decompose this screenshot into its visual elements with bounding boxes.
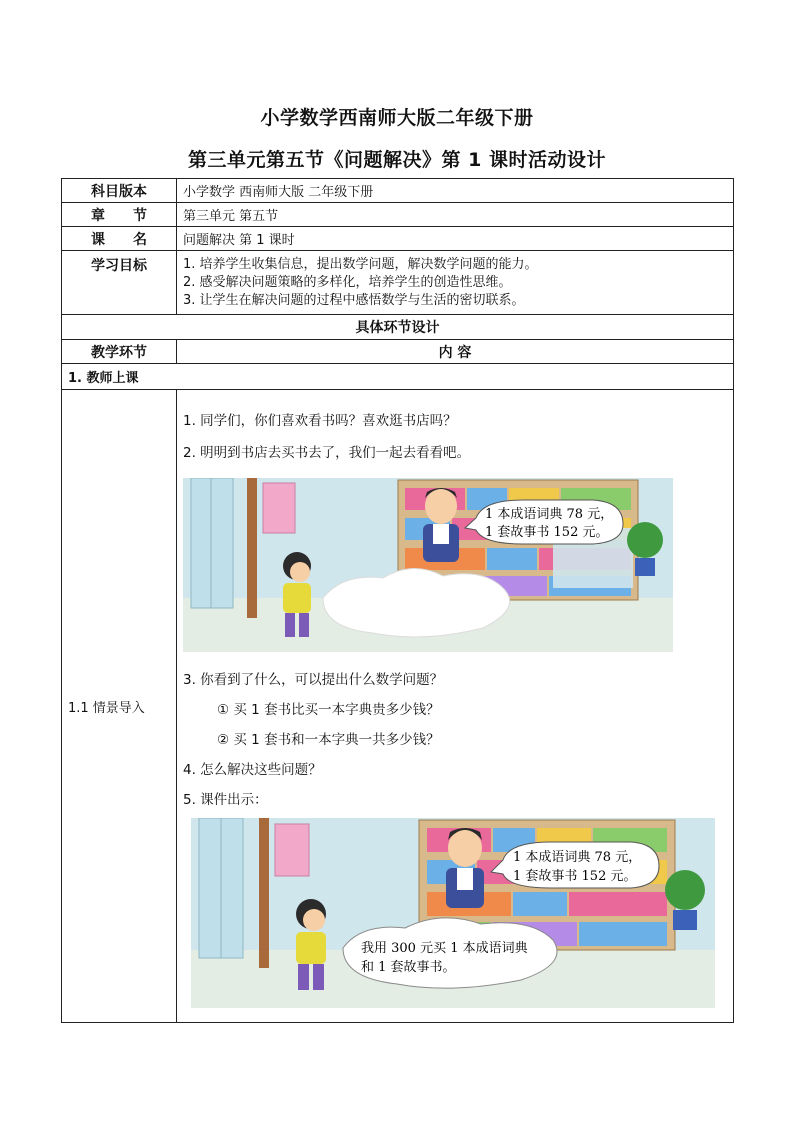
lesson-table xyxy=(61,178,734,1023)
goal-item: 2. 感受解决问题策略的多样化，培养学生的创造性思维。 xyxy=(183,274,512,290)
teacher-price-text-2: 1 套故事书 152 元。 xyxy=(513,868,637,884)
step-row xyxy=(62,390,734,1023)
bookstore-illustration-1 xyxy=(183,478,673,652)
step-content xyxy=(177,390,734,1023)
goals-list xyxy=(177,251,734,315)
bookstore-illustration-2 xyxy=(191,818,715,1008)
sub-question-1: ① 买 1 套书比买一本字典贵多少钱？ xyxy=(217,701,440,718)
teacher-figure xyxy=(423,488,459,562)
info-value: 第三单元 第五节 xyxy=(177,203,734,227)
document-subtitle: 第三单元第五节《问题解决》第 1 课时活动设计 xyxy=(188,149,606,171)
info-row-subject xyxy=(62,179,734,203)
info-row-goals xyxy=(62,251,734,315)
document-title: 小学数学西南师大版二年级下册 xyxy=(260,107,534,129)
section-row xyxy=(62,364,734,390)
question-4: 4. 怎么解决这些问题？ xyxy=(183,761,322,778)
info-label: 章 节 xyxy=(62,203,177,227)
goals-label: 学习目标 xyxy=(62,251,177,315)
teacher-price-text-1: 1 本成语词典 78 元， xyxy=(485,506,614,522)
teacher-price-text-1: 1 本成语词典 78 元， xyxy=(513,849,642,865)
column-header-row xyxy=(62,340,734,364)
step-label: 1.1 情景导入 xyxy=(62,390,177,1023)
info-row-lesson xyxy=(62,227,734,251)
info-value: 问题解决 第 1 课时 xyxy=(177,227,734,251)
question-1: 1. 同学们，你们喜欢看书吗？喜欢逛书店吗？ xyxy=(183,412,457,429)
info-label: 课 名 xyxy=(62,227,177,251)
section-title: 1. 教师上课 xyxy=(62,364,734,390)
column-header-content: 内 容 xyxy=(177,340,734,364)
question-2: 2. 明明到书店去买书去了，我们一起去看看吧。 xyxy=(183,444,471,461)
info-row-chapter xyxy=(62,203,734,227)
design-header: 具体环节设计 xyxy=(62,315,734,340)
bookstore-scene-2 xyxy=(191,818,715,1008)
boy-speech-text-1: 我用 300 元买 1 本成语词典 xyxy=(361,940,528,956)
teacher-price-text-2: 1 套故事书 152 元。 xyxy=(485,524,609,540)
info-label: 科目版本 xyxy=(62,179,177,203)
question-3: 3. 你看到了什么，可以提出什么数学问题？ xyxy=(183,671,444,688)
design-header-row xyxy=(62,315,734,340)
goal-item: 3. 让学生在解决问题的过程中感悟数学与生活的密切联系。 xyxy=(183,292,525,308)
sub-question-2: ② 买 1 套书和一本字典一共多少钱？ xyxy=(217,731,440,748)
info-value: 小学数学 西南师大版 二年级下册 xyxy=(177,179,734,203)
boy-speech-text-2: 和 1 套故事书。 xyxy=(361,959,456,975)
bookstore-scene-1 xyxy=(183,478,673,652)
column-header-stage: 教学环节 xyxy=(62,340,177,364)
goal-item: 1. 培养学生收集信息，提出数学问题，解决数学问题的能力。 xyxy=(183,256,538,272)
question-5: 5. 课件出示： xyxy=(183,791,268,808)
